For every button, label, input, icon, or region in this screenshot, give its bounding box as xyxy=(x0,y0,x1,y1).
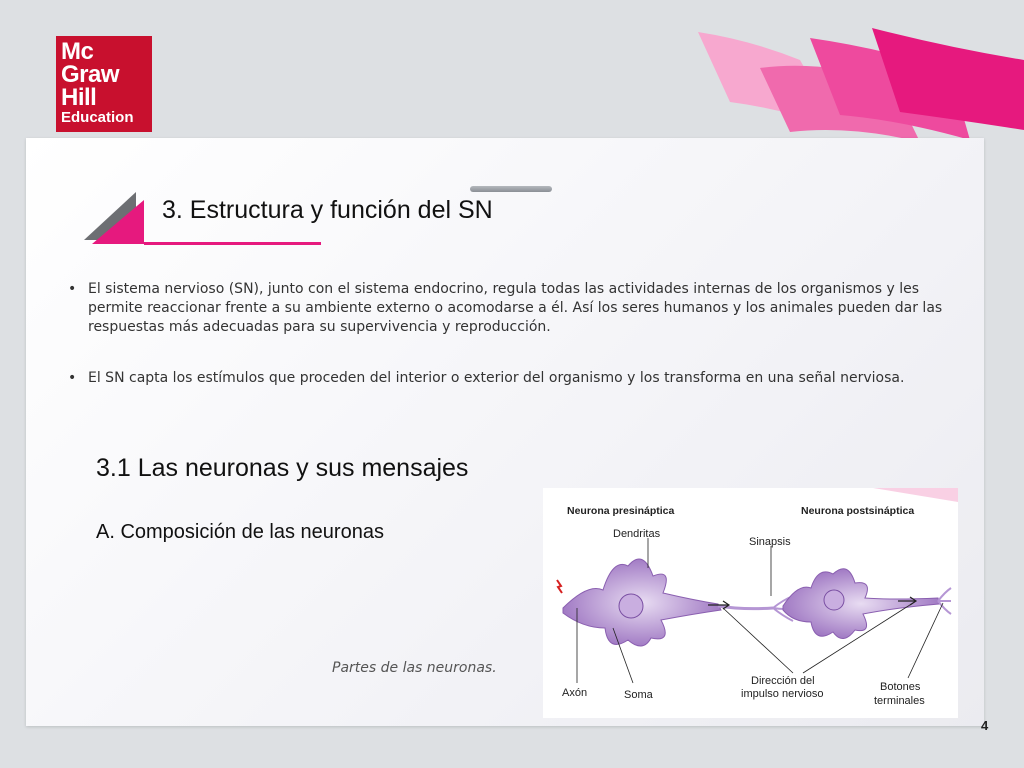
figure-caption: Partes de las neuronas. xyxy=(332,660,497,676)
label-direccion-2: impulso nervioso xyxy=(741,688,824,700)
bullet-item xyxy=(66,280,956,337)
slide-title: 3. Estructura y función del SN xyxy=(162,196,493,224)
bullet-dot: • xyxy=(68,370,77,386)
bullet-dot: • xyxy=(68,281,77,297)
mcgraw-hill-logo xyxy=(56,36,152,132)
presynaptic-nucleus xyxy=(619,594,643,618)
label-sinapsis: Sinapsis xyxy=(749,536,791,548)
bullet-list xyxy=(66,280,956,420)
postsynaptic-nucleus xyxy=(824,590,844,610)
bullet-text: El SN capta los estímulos que proceden del interior o exterior del organismo y los transforma en una señal nerviosa. xyxy=(88,370,905,386)
label-soma: Soma xyxy=(624,689,653,701)
logo-line-2: Graw xyxy=(61,61,120,88)
bullet-item xyxy=(66,369,956,388)
stimulus-icon xyxy=(557,580,562,593)
label-dendritas: Dendritas xyxy=(613,528,661,540)
page-number: 4 xyxy=(981,718,989,733)
logo-line-1: Mc xyxy=(61,38,94,65)
pink-ribbons-decoration xyxy=(690,20,1024,150)
neuron-figure xyxy=(543,488,958,718)
label-postsynaptic: Neurona postsináptica xyxy=(801,505,915,517)
label-axon: Axón xyxy=(562,687,588,699)
label-presynaptic: Neurona presináptica xyxy=(567,505,675,517)
label-botones-2: terminales xyxy=(874,695,925,707)
bullet-text: El sistema nervioso (SN), junto con el sistema endocrino, regula todas las actividades internas de los organismos y les permite reaccionar frente a su ambiente externo o acomodarse a él. Así los seres humanos y los animales pueden dar las respuestas más adecuadas para su supervivencia y reproducción. xyxy=(88,281,943,335)
label-botones-1: Botones xyxy=(880,681,921,693)
neuron-diagram xyxy=(543,488,958,718)
postsynaptic-soma xyxy=(783,569,939,639)
section-subtitle: 3.1 Las neuronas y sus mensajes xyxy=(96,454,469,482)
logo-line-4: Education xyxy=(61,109,134,126)
title-decoration-bar xyxy=(470,186,552,192)
section-subheading: A. Composición de las neuronas xyxy=(96,521,384,543)
label-direccion-1: Dirección del xyxy=(751,675,815,687)
logo-line-3: Hill xyxy=(61,84,97,111)
